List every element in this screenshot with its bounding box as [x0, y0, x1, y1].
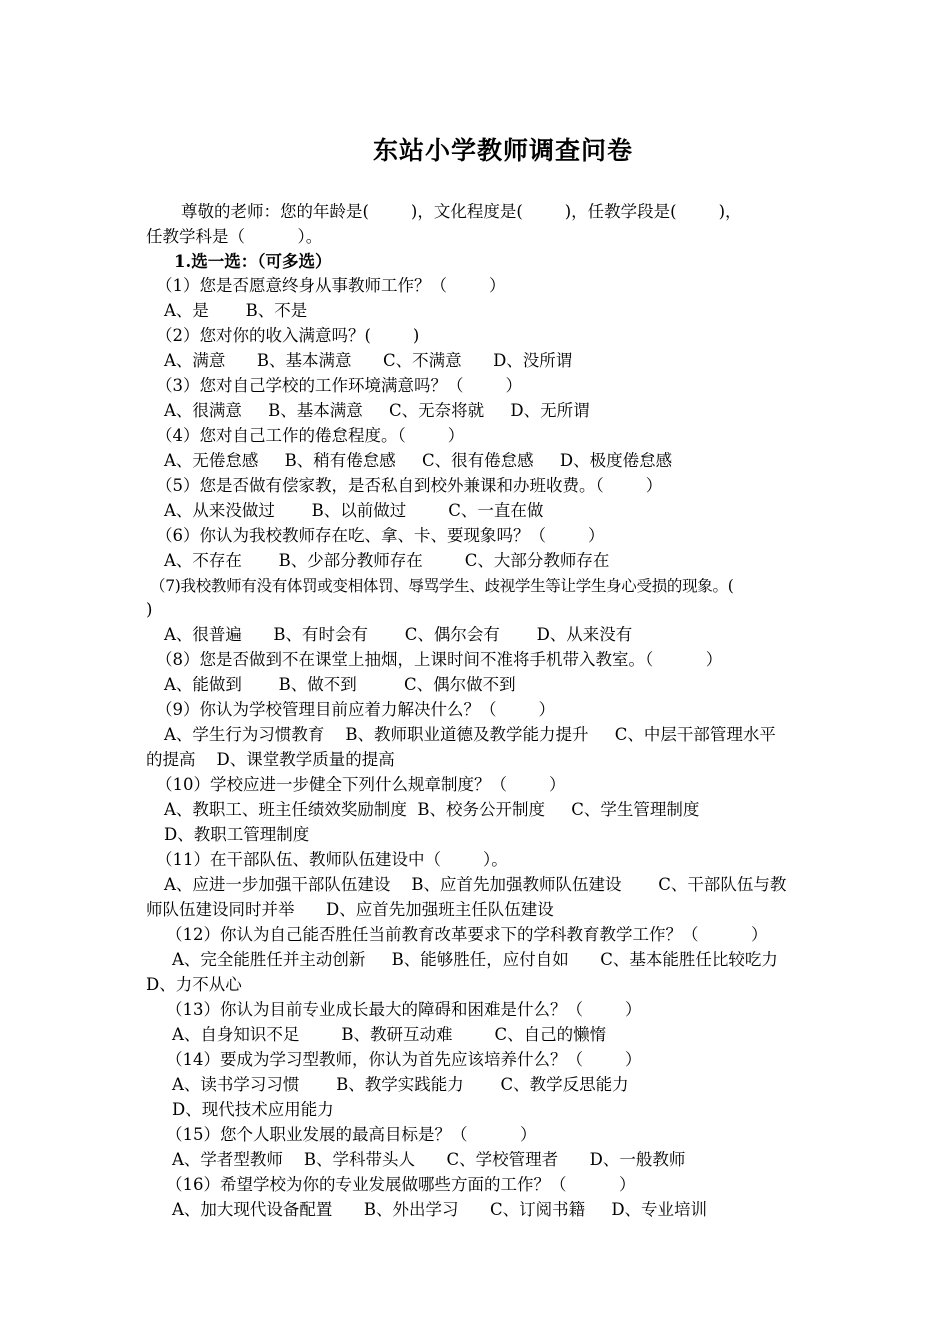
question-10: （10）学校应进一步健全下列什么规章制度？（ ）: [156, 775, 566, 794]
section-heading: 1.选一选：（可多选）: [174, 252, 332, 271]
question-1: （1）您是否愿意终身从事教师工作？（ ）: [156, 276, 506, 295]
options-10: A、教职工、班主任绩效奖励制度 B、校务公开制度 C、学生管理制度: [164, 800, 700, 819]
intro-line-1: 尊敬的老师：您的年龄是( )，文化程度是( )，任教学段是( )，: [181, 202, 742, 221]
options-16: A、加大现代设备配置 B、外出学习 C、订阅书籍 D、专业培训: [172, 1200, 708, 1219]
options-6: A、不存在 B、少部分教师存在 C、大部分教师存在: [164, 551, 610, 570]
question-7: （7)我校教师有没有体罚或变相体罚、辱骂学生、歧视学生等让学生身心受损的现象。(: [150, 577, 734, 595]
options-14: A、读书学习习惯 B、教学实践能力 C、教学反思能力: [172, 1075, 629, 1094]
page-title: 东站小学教师调查问卷: [372, 136, 633, 165]
question-13: （13）你认为目前专业成长最大的障碍和困难是什么？（ ）: [166, 1000, 642, 1019]
question-12: （12）你认为自己能否胜任当前教育改革要求下的学科教育教学工作？（ ）: [166, 925, 768, 944]
options-7: A、很普遍 B、有时会有 C、偶尔会有 D、从来没有: [164, 625, 633, 644]
options-15: A、学者型教师 B、学科带头人 C、学校管理者 D、一般教师: [172, 1150, 686, 1169]
options-4: A、无倦怠感 B、稍有倦怠感 C、很有倦怠感 D、极度倦怠感: [164, 451, 673, 470]
question-11: （11）在干部队伍、教师队伍建设中（ ）。: [156, 850, 508, 869]
question-3: （3）您对自己学校的工作环境满意吗？（ ）: [156, 376, 522, 395]
options-10-cont: D、教职工管理制度: [164, 825, 310, 844]
options-5: A、从来没做过 B、以前做过 C、一直在做: [164, 501, 544, 520]
question-9: （9）你认为学校管理目前应着力解决什么？（ ）: [156, 700, 555, 719]
options-14-cont: D、现代技术应用能力: [172, 1100, 334, 1119]
question-14: （14）要成为学习型教师，你认为首先应该培养什么？（ ）: [166, 1050, 642, 1069]
options-9-cont: 的提高 D、课堂教学质量的提高: [146, 750, 395, 769]
question-7-cont: ): [146, 600, 153, 619]
question-8: （8）您是否做到不在课堂上抽烟，上课时间不准将手机带入教室。（ ）: [156, 650, 723, 669]
options-13: A、自身知识不足 B、教研互动难 C、自己的懒惰: [172, 1025, 607, 1044]
question-16: （16）希望学校为你的专业发展做哪些方面的工作？（ ）: [166, 1175, 636, 1194]
options-3: A、很满意 B、基本满意 C、无奈将就 D、无所谓: [164, 401, 590, 420]
question-5: （5）您是否做有偿家教，是否私自到校外兼课和办班收费。（ ）: [156, 476, 663, 495]
options-12-cont: D、力不从心: [146, 975, 242, 994]
intro-line-2: 任教学科是（ ）。: [146, 227, 323, 246]
options-1: A、是 B、不是: [164, 301, 308, 320]
options-12: A、完全能胜任并主动创新 B、能够胜任，应付自如 C、基本能胜任比较吃力: [172, 950, 778, 969]
question-2: （2）您对你的收入满意吗？( ): [156, 326, 420, 345]
question-15: （15）您个人职业发展的最高目标是？（ ）: [166, 1125, 537, 1144]
options-8: A、能做到 B、做不到 C、偶尔做不到: [164, 675, 516, 694]
options-11: A、应进一步加强干部队伍建设 B、应首先加强教师队伍建设 C、干部队伍与教: [164, 875, 787, 894]
options-2: A、满意 B、基本满意 C、不满意 D、没所谓: [164, 351, 573, 370]
options-9: A、学生行为习惯教育 B、教师职业道德及教学能力提升 C、中层干部管理水平: [164, 725, 776, 744]
question-4: （4）您对自己工作的倦怠程度。（ ）: [156, 426, 465, 445]
question-6: （6）你认为我校教师存在吃、拿、卡、要现象吗？（ ）: [156, 526, 605, 545]
options-11-cont: 师队伍建设同时并举 D、应首先加强班主任队伍建设: [146, 900, 554, 919]
